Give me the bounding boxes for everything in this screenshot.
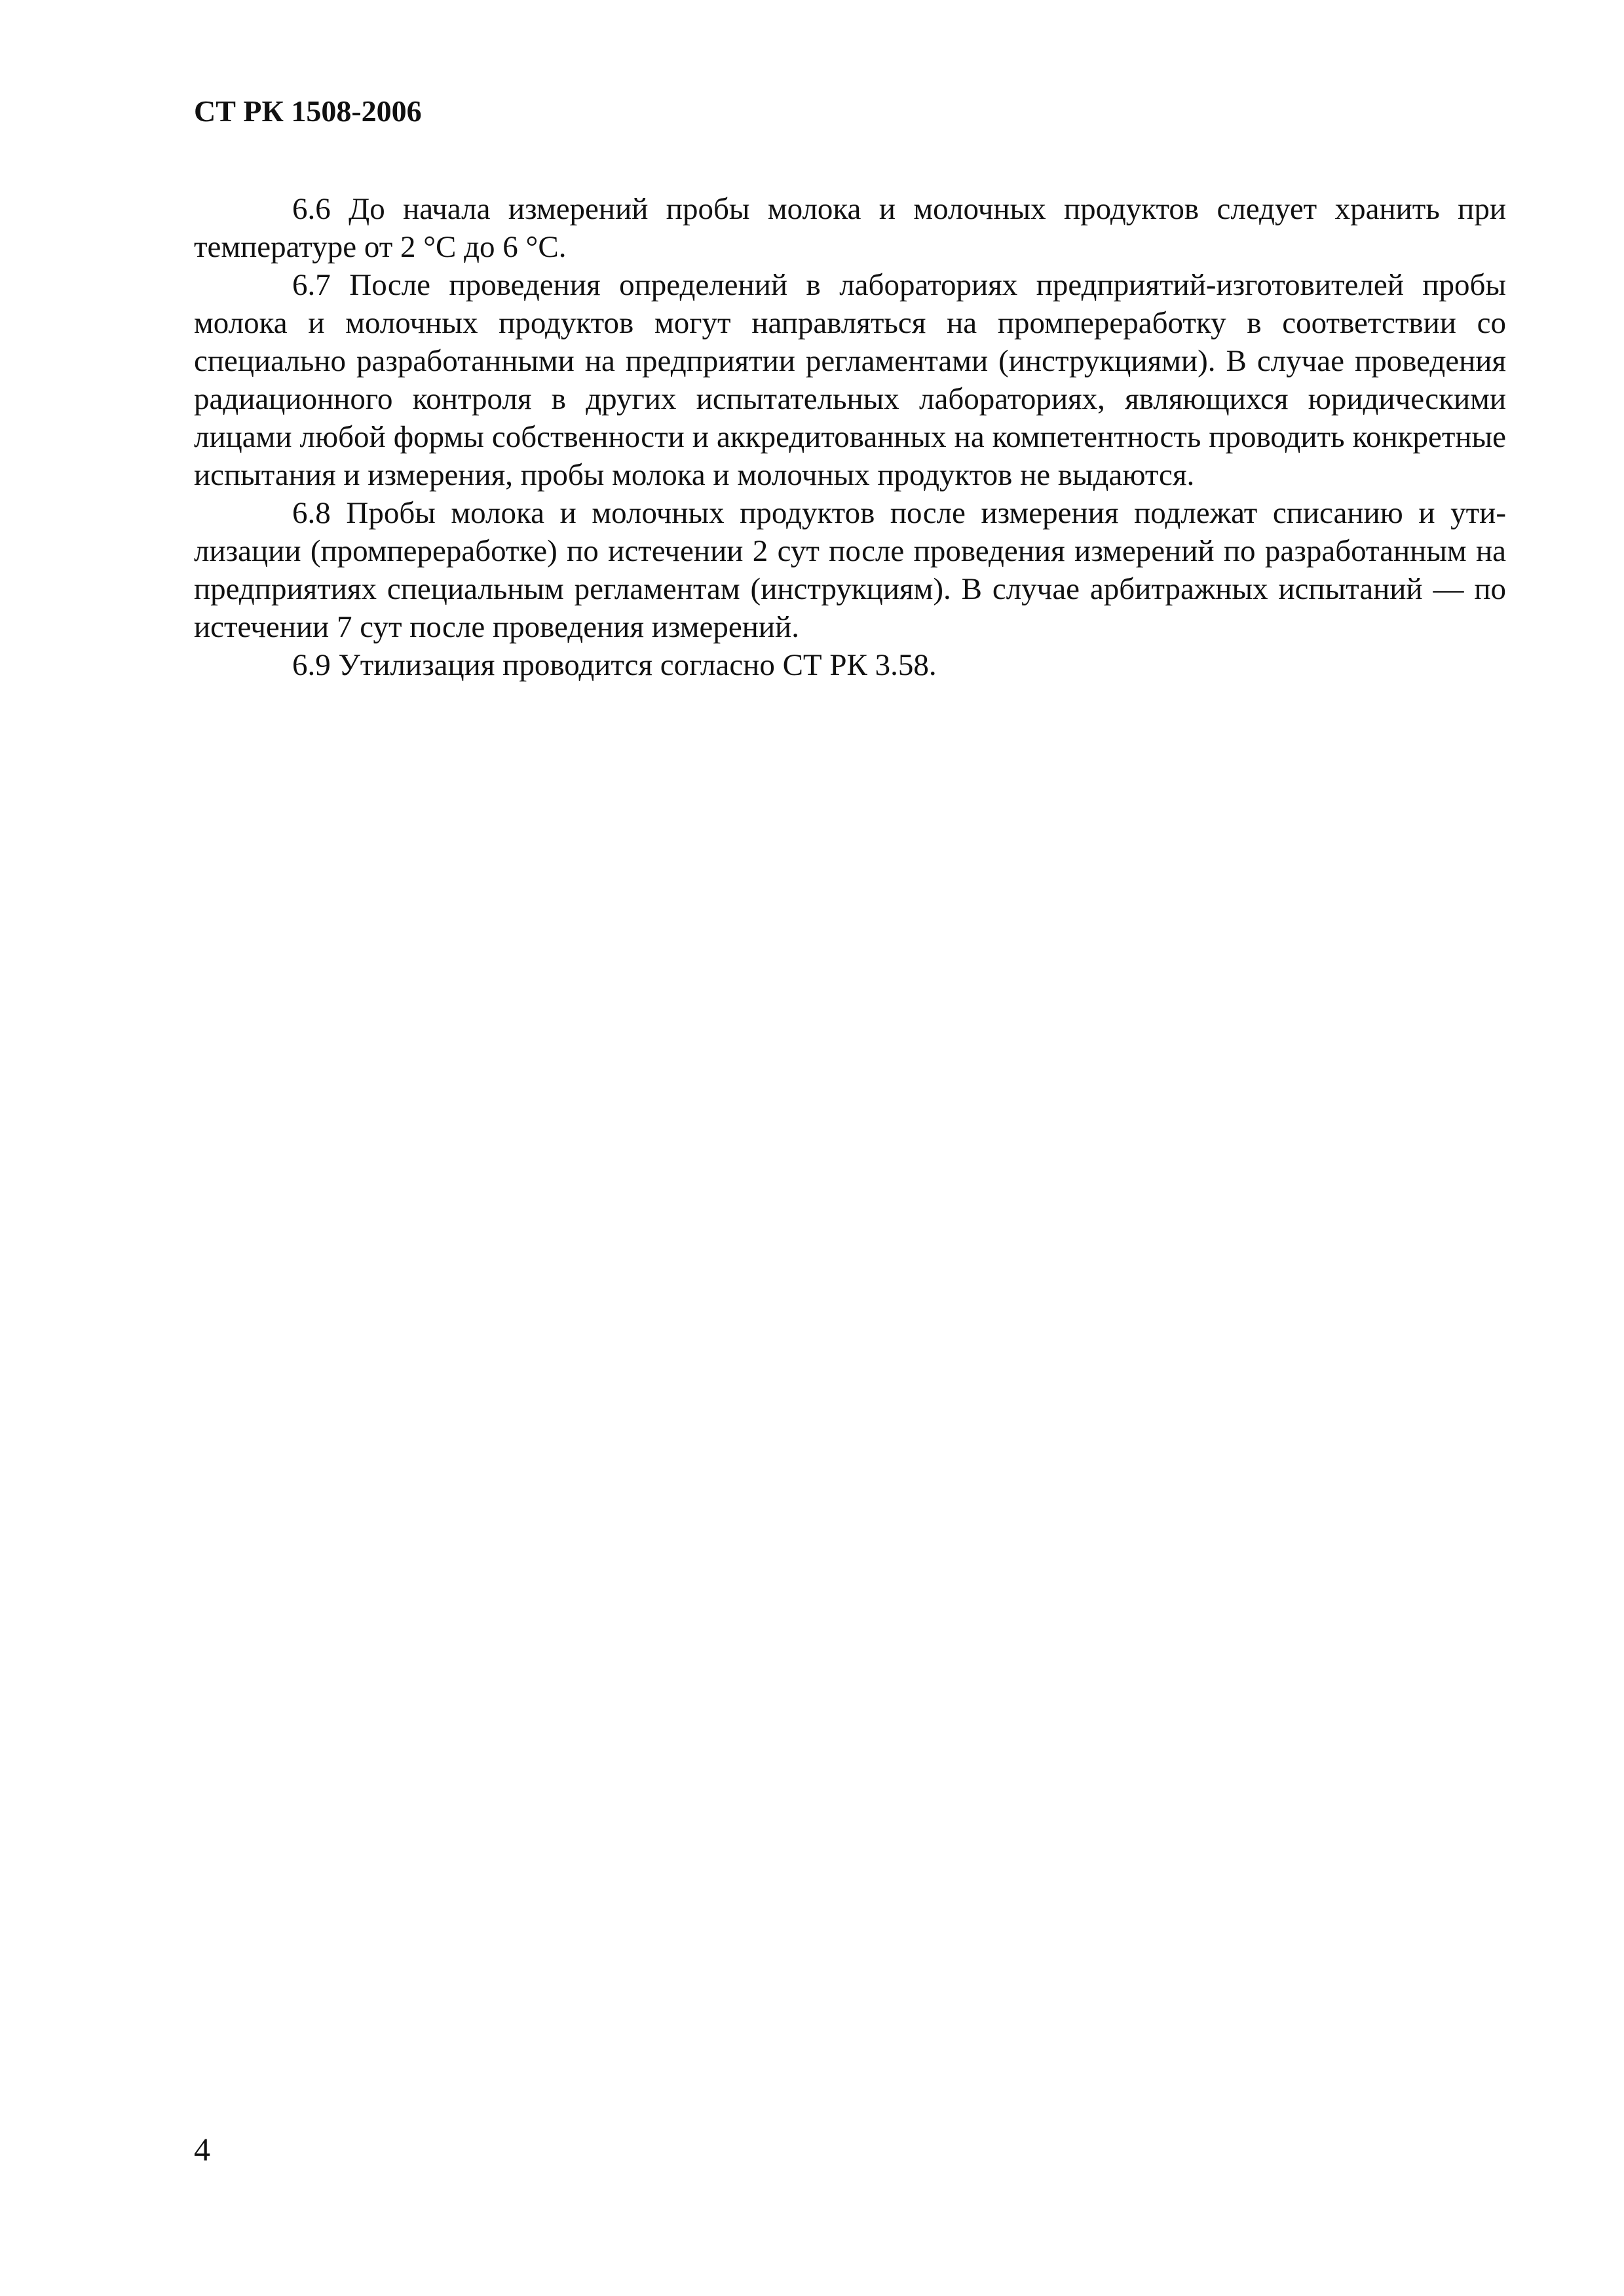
paragraph-6-7: 6.7 После проведения определений в лабораториях предприятий-изготовителей пробы молока и молочных продуктов могут направляться на промпереработку в соответствии со специально разработанными на предприятии регламентами (инструкциями). В случае проведения радиационного контроля в других испытательных лабораториях, являющихся юридическими лицами любой формы собственности и аккредитованных на компетентность проводить конкретные испытания и измерения, пробы молока и молочных продуктов не выдаются.	[194, 268, 1506, 492]
paragraph-6-8: 6.8 Пробы молока и молочных продуктов после измерения подлежат списанию и утилизации (промпереработке) по истечении 2 сут после проведения измерений по разработанным на предприятиях специальным регламентам (инструкциям). В случае арбитражных испытаний — по истечении 7 сут после проведения измерений.	[194, 496, 1506, 644]
document-header-code: СТ РК 1508-2006	[194, 94, 422, 128]
page-number: 4	[194, 2131, 210, 2168]
paragraph-6-6: 6.6 До начала измерений пробы молока и молочных продуктов следует хранить при температуре от 2 °С до 6 °С.	[194, 192, 1506, 264]
document-body	[194, 190, 1506, 684]
paragraph-6-9: 6.9 Утилизация проводится согласно СТ РК 3.58.	[292, 648, 937, 682]
